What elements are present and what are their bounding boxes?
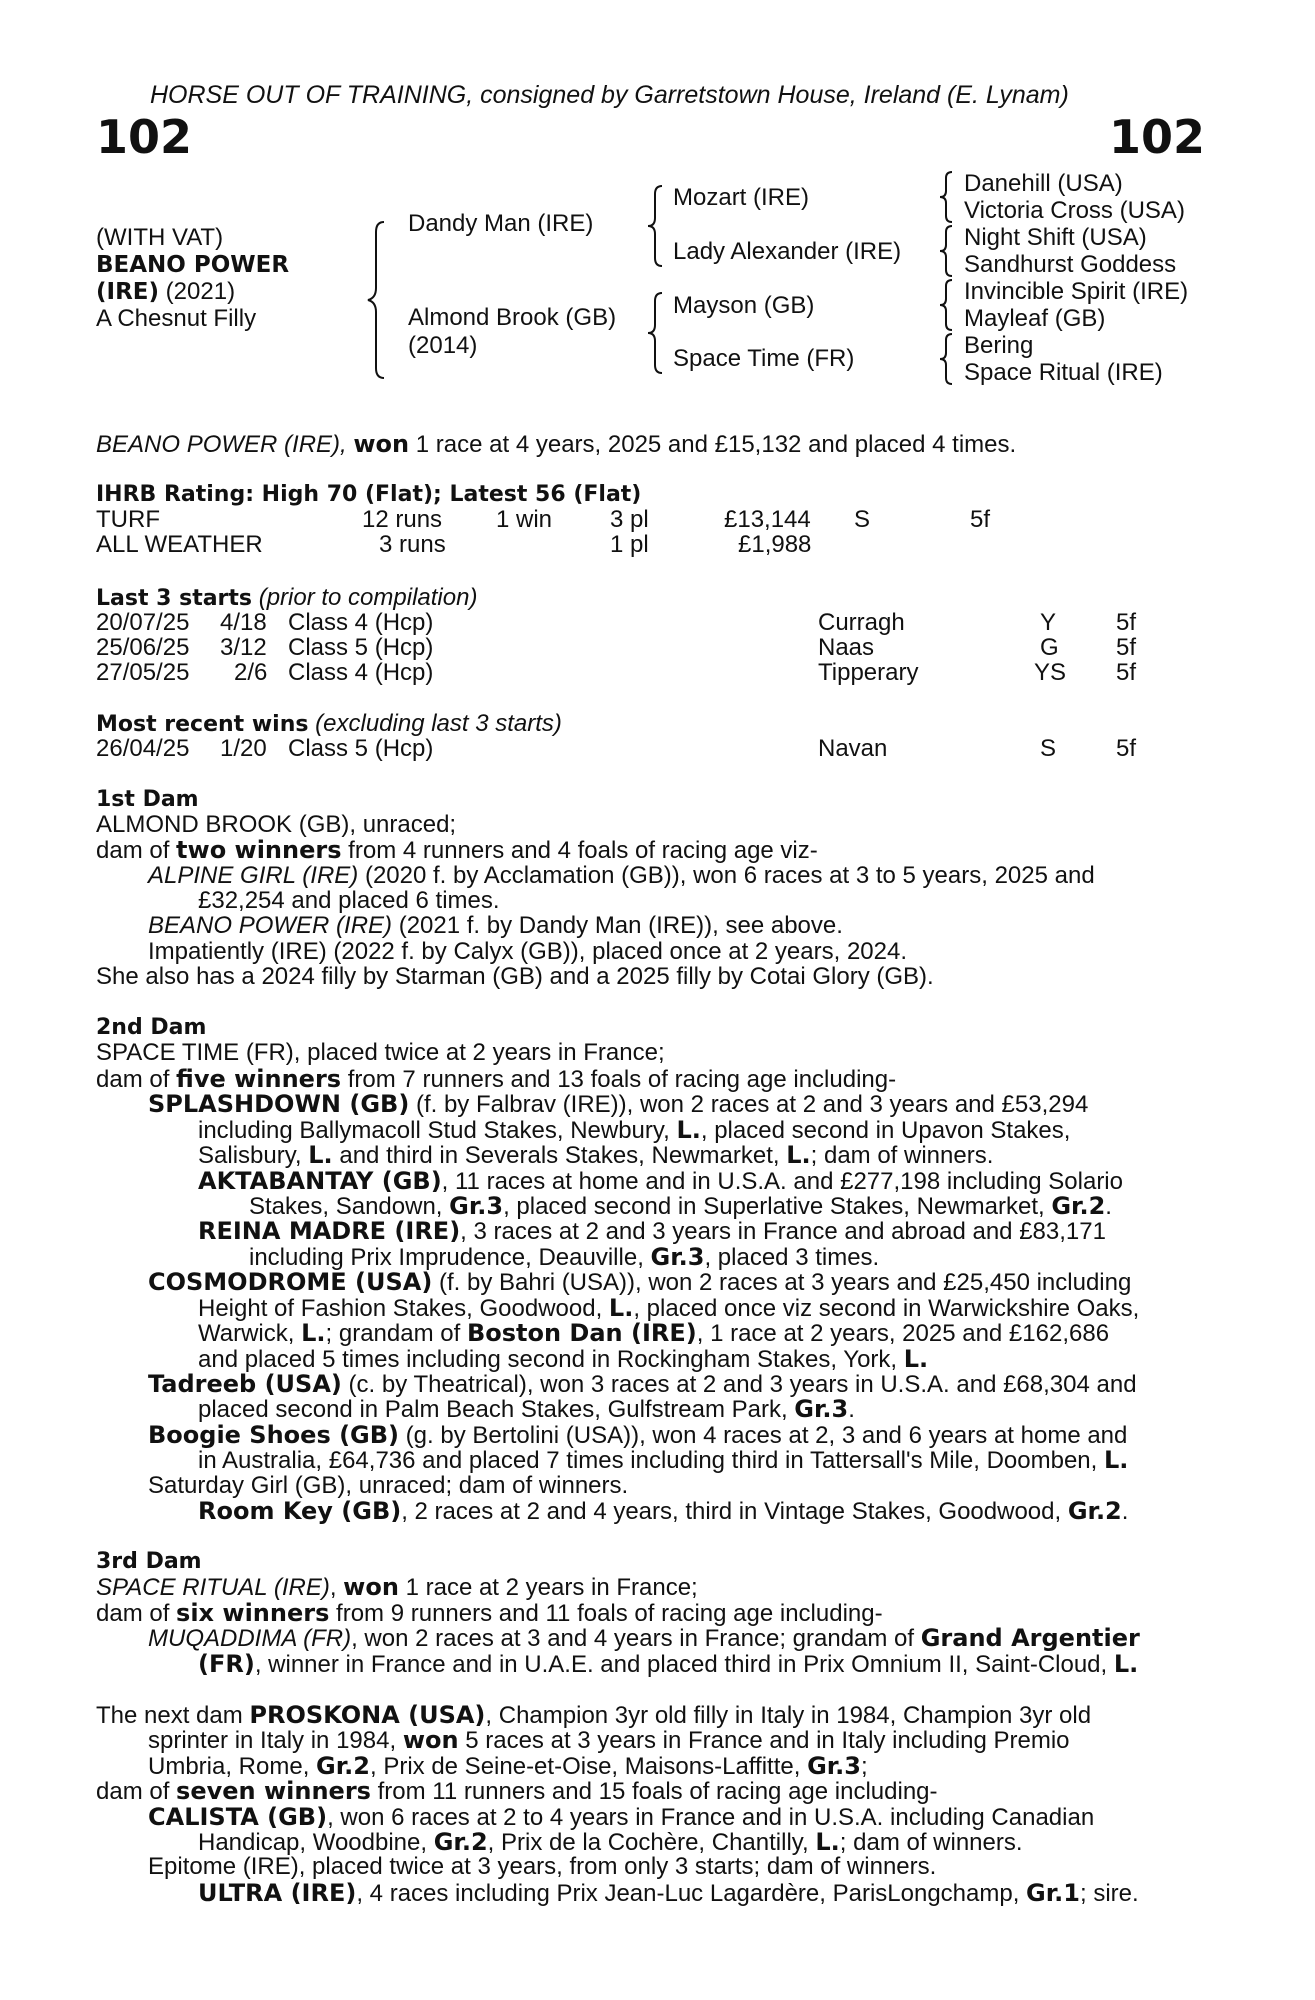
produce-alpine-girl-cont: £32,254 and placed 6 times. xyxy=(198,887,500,914)
pedigree-dam: Almond Brook (GB) xyxy=(408,304,617,331)
start-position: 3/12 xyxy=(220,634,267,661)
second-dam-line: SPACE TIME (FR), placed twice at 2 years in France; xyxy=(96,1039,665,1066)
pedigree-dam-sire: Mayson (GB) xyxy=(673,292,815,319)
pedigree-g5: Invincible Spirit (IRE) xyxy=(964,278,1189,305)
win-distance: 5f xyxy=(1116,735,1137,762)
start-distance: 5f xyxy=(1116,609,1137,636)
start-class: Class 5 (Hcp) xyxy=(288,634,434,661)
produce-muqaddima-cont: (FR), winner in France and in U.A.E. and placed third in Prix Omnium II, Saint-Cloud, L. xyxy=(198,1650,1139,1678)
start-position: 4/18 xyxy=(220,609,267,636)
race-summary: BEANO POWER (IRE), won 1 race at 4 years, 2025 and £15,132 and placed 4 times. xyxy=(96,430,1017,458)
recent-wins-heading: Most recent wins (excluding last 3 starts) xyxy=(96,710,562,737)
start-course: Naas xyxy=(818,634,875,661)
produce-cosmodrome-cont: Height of Fashion Stakes, Goodwood, L., placed once viz second in Warwickshire Oaks, xyxy=(198,1294,1140,1322)
rating-runs: 12 runs xyxy=(362,506,443,533)
start-date: 27/05/25 xyxy=(96,659,190,686)
first-dam-note: She also has a 2024 filly by Starman (GB) and a 2025 filly by Cotai Glory (GB). xyxy=(96,963,934,990)
start-going: G xyxy=(1040,634,1059,661)
produce-reina-madre-cont: including Prix Imprudence, Deauville, Gr.3, placed 3 times. xyxy=(249,1243,880,1271)
start-position: 2/6 xyxy=(234,659,268,686)
next-dam-line-cont: Umbria, Rome, Gr.2, Prix de Seine-et-Oise, Maisons-Laffitte, Gr.3; xyxy=(148,1752,868,1780)
next-dam-line-cont: sprinter in Italy in 1984, won 5 races at 3 years in France and in Italy including Premio xyxy=(148,1726,1070,1754)
consignment-title: HORSE OUT OF TRAINING, consigned by Garretstown House, Ireland (E. Lynam) xyxy=(150,81,1069,109)
pedigree-sire-sire: Mozart (IRE) xyxy=(673,184,810,211)
third-dam-heading: 3rd Dam xyxy=(96,1549,202,1574)
produce-calista: CALISTA (GB), won 6 races at 2 to 4 years in France and in U.S.A. including Canadian xyxy=(148,1803,1095,1831)
produce-tadreeb-cont: placed second in Palm Beach Stakes, Gulfstream Park, Gr.3. xyxy=(198,1395,855,1423)
next-dam-produce-line: dam of seven winners from 11 runners and 15 foals of racing age including- xyxy=(96,1777,938,1805)
produce-impatiently: Impatiently (IRE) (2022 f. by Calyx (GB)), placed once at 2 years, 2024. xyxy=(148,938,907,965)
produce-room-key: Room Key (GB), 2 races at 2 and 4 years, third in Vintage Stakes, Goodwood, Gr.2. xyxy=(198,1497,1129,1525)
third-dam-produce-line: dam of six winners from 9 runners and 11 foals of racing age including- xyxy=(96,1599,883,1627)
pedigree-g6: Mayleaf (GB) xyxy=(964,305,1106,332)
first-dam-line: ALMOND BROOK (GB), unraced; xyxy=(96,811,457,838)
win-date: 26/04/25 xyxy=(96,735,190,762)
produce-calista-cont: Handicap, Woodbine, Gr.2, Prix de la Cochère, Chantilly, L.; dam of winners. xyxy=(198,1828,1023,1856)
rating-placed: 1 pl xyxy=(610,531,649,558)
pedigree-sire-dam: Lady Alexander (IRE) xyxy=(673,238,902,265)
produce-boogie-shoes-cont: in Australia, £64,736 and placed 7 times including third in Tattersall's Mile, Doomben, L. xyxy=(198,1446,1129,1474)
horse-name: BEANO POWER xyxy=(96,252,290,278)
produce-muqaddima: MUQADDIMA (FR), won 2 races at 3 and 4 years in France; grandam of Grand Argentier xyxy=(148,1624,1140,1652)
pedigree-dam-year: (2014) xyxy=(408,332,478,359)
pedigree-brace-dam xyxy=(648,293,666,373)
start-going: Y xyxy=(1040,609,1057,636)
start-distance: 5f xyxy=(1116,659,1137,686)
pedigree-brace-sire xyxy=(648,186,666,266)
pedigree-g4: Sandhurst Goddess xyxy=(964,251,1177,278)
next-dam-line: The next dam PROSKONA (USA), Champion 3yr old filly in Italy in 1984, Champion 3yr old xyxy=(96,1701,1092,1729)
last-starts-heading: Last 3 starts (prior to compilation) xyxy=(96,584,478,611)
start-going: YS xyxy=(1034,659,1067,686)
rating-surface: TURF xyxy=(96,506,160,533)
start-date: 20/07/25 xyxy=(96,609,190,636)
pedigree-dam-dam: Space Time (FR) xyxy=(673,345,855,372)
rating-heading: IHRB Rating: High 70 (Flat); Latest 56 (Flat) xyxy=(96,482,642,507)
produce-tadreeb: Tadreeb (USA) (c. by Theatrical), won 3 races at 2 and 3 years in U.S.A. and £68,304 and xyxy=(148,1370,1137,1398)
pedigree-g3: Night Shift (USA) xyxy=(964,224,1147,251)
pedigree-g8: Space Ritual (IRE) xyxy=(964,359,1163,386)
lot-number-left: 102 xyxy=(96,110,193,164)
pedigree-g7: Bering xyxy=(964,332,1034,359)
rating-runs: 3 runs xyxy=(379,531,446,558)
produce-beano-power: BEANO POWER (IRE) (2021 f. by Dandy Man (IRE)), see above. xyxy=(148,912,843,939)
pedigree-brace-g2 xyxy=(940,226,956,276)
pedigree-brace-g3 xyxy=(940,280,956,330)
rating-surface: ALL WEATHER xyxy=(96,531,263,558)
start-class: Class 4 (Hcp) xyxy=(288,659,434,686)
rating-placed: 3 pl xyxy=(610,506,649,533)
produce-ultra: ULTRA (IRE), 4 races including Prix Jean-Luc Lagardère, ParisLongchamp, Gr.1; sire. xyxy=(198,1879,1139,1907)
produce-alpine-girl: ALPINE GIRL (IRE) (2020 f. by Acclamation (GB)), won 6 races at 3 to 5 years, 2025 and xyxy=(148,862,1095,889)
rating-prize: £1,988 xyxy=(738,531,812,558)
produce-reina-madre: REINA MADRE (IRE), 3 races at 2 and 3 years in France and abroad and £83,171 xyxy=(198,1217,1106,1245)
produce-cosmodrome-cont: and placed 5 times including second in Rockingham Stakes, York, L. xyxy=(198,1345,929,1373)
first-dam-produce-line: dam of two winners from 4 runners and 4 foals of racing age viz- xyxy=(96,836,818,864)
win-going: S xyxy=(1040,735,1057,762)
produce-aktabantay: AKTABANTAY (GB), 11 races at home and in U.S.A. and £277,198 including Solario xyxy=(198,1167,1123,1195)
start-date: 25/06/25 xyxy=(96,634,190,661)
produce-splashdown: SPLASHDOWN (GB) (f. by Falbrav (IRE)), won 2 races at 2 and 3 years and £53,294 xyxy=(148,1090,1089,1118)
start-class: Class 4 (Hcp) xyxy=(288,609,434,636)
second-dam-produce-line: dam of five winners from 7 runners and 13 foals of racing age including- xyxy=(96,1065,897,1093)
start-course: Tipperary xyxy=(818,659,919,686)
produce-splashdown-cont: Salisbury, L. and third in Severals Stakes, Newmarket, L.; dam of winners. xyxy=(198,1141,994,1169)
rating-distance: 5f xyxy=(970,506,991,533)
win-class: Class 5 (Hcp) xyxy=(288,735,434,762)
horse-description: A Chesnut Filly xyxy=(96,305,257,332)
pedigree-brace-main xyxy=(368,222,388,378)
produce-splashdown-cont: including Ballymacoll Stud Stakes, Newbury, L., placed second in Upavon Stakes, xyxy=(198,1116,1071,1144)
pedigree-brace-g1 xyxy=(940,172,956,222)
start-distance: 5f xyxy=(1116,634,1137,661)
produce-boogie-shoes: Boogie Shoes (GB) (g. by Bertolini (USA)), won 4 races at 2, 3 and 6 years at home and xyxy=(148,1421,1128,1449)
win-position: 1/20 xyxy=(220,735,267,762)
rating-prize: £13,144 xyxy=(724,506,811,533)
produce-epitome: Epitome (IRE), placed twice at 3 years, from only 3 starts; dam of winners. xyxy=(148,1853,937,1880)
produce-aktabantay-cont: Stakes, Sandown, Gr.3, placed second in Superlative Stakes, Newmarket, Gr.2. xyxy=(249,1192,1112,1220)
first-dam-heading: 1st Dam xyxy=(96,787,199,812)
produce-saturday-girl: Saturday Girl (GB), unraced; dam of winners. xyxy=(148,1472,629,1499)
pedigree-g2: Victoria Cross (USA) xyxy=(964,197,1185,224)
lot-number-right: 102 xyxy=(1108,110,1205,164)
win-course: Navan xyxy=(818,735,888,762)
third-dam-line: SPACE RITUAL (IRE), won 1 race at 2 years in France; xyxy=(96,1573,698,1601)
produce-cosmodrome: COSMODROME (USA) (f. by Bahri (USA)), won 2 races at 3 years and £25,450 including xyxy=(148,1268,1132,1296)
start-course: Curragh xyxy=(818,609,905,636)
pedigree-g1: Danehill (USA) xyxy=(964,170,1123,197)
rating-going: S xyxy=(854,506,871,533)
horse-name-line2: (IRE) (2021) xyxy=(96,278,236,305)
produce-cosmodrome-cont: Warwick, L.; grandam of Boston Dan (IRE), 1 race at 2 years, 2025 and £162,686 xyxy=(198,1319,1110,1347)
second-dam-heading: 2nd Dam xyxy=(96,1015,207,1040)
pedigree-sire: Dandy Man (IRE) xyxy=(408,210,594,237)
rating-wins: 1 win xyxy=(496,506,553,533)
pedigree-brace-g4 xyxy=(940,334,956,384)
vat-label: (WITH VAT) xyxy=(96,224,224,251)
